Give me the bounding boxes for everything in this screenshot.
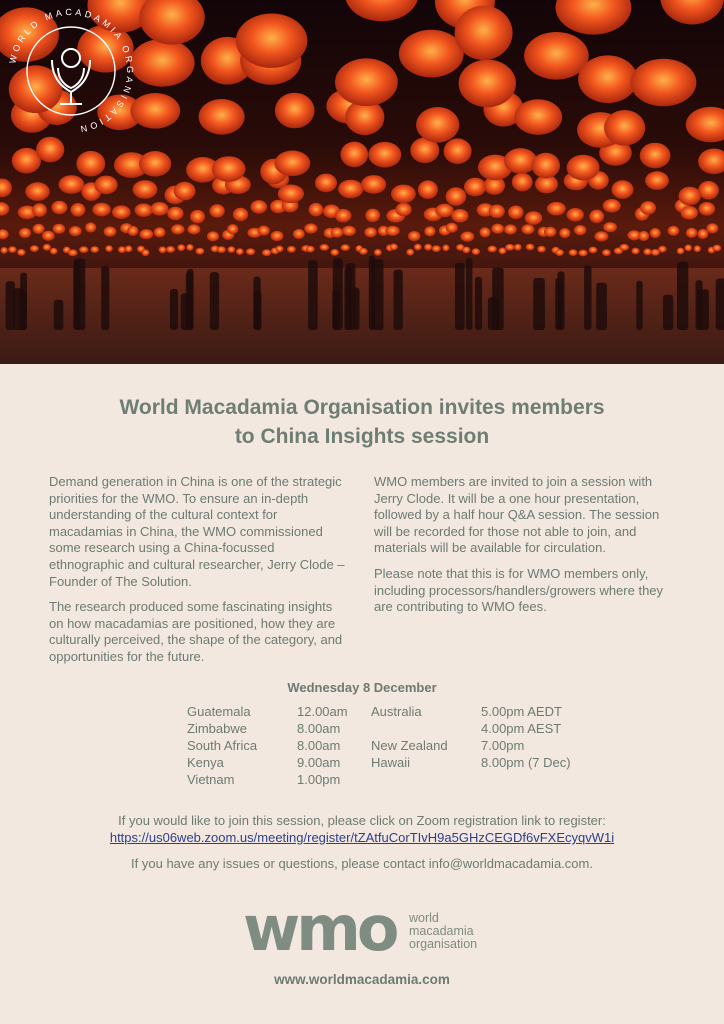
lantern [459,60,516,108]
lantern [504,148,537,174]
lantern [612,180,634,199]
lantern [330,249,339,256]
lantern [262,249,271,256]
lantern [133,180,158,199]
lantern [480,227,491,237]
lantern [603,222,617,232]
right-paragraph-2: Please note that this is for WMO members only, including processors/handlers/growers where they are contributing to WMO fees. [374,565,664,615]
lantern [42,231,55,241]
lantern [505,244,514,251]
person-silhouette [466,258,473,330]
schedule-place: Hawaii [371,755,411,770]
lantern [236,248,244,255]
lantern [246,248,255,255]
lantern [171,224,184,234]
lantern [677,248,685,255]
lantern [424,244,432,251]
left-paragraph-1: Demand generation in China is one of the strategic priorities for the WMO. To ensure an in-depth understanding of the cultural context for macadamias in China, the WMO commissioned some research using a China-focussed ethnographic and cultural researcher, Jerry Clode – Founder of The Solution. [49,474,345,589]
lantern [315,174,337,193]
lantern [304,223,317,233]
person-silhouette [254,291,262,330]
lantern [190,210,205,224]
lantern [233,208,248,222]
lantern [359,248,368,255]
lantern [17,249,26,256]
person-silhouette [308,260,318,330]
person-silhouette [455,263,465,330]
session-date: Wednesday 8 December [287,680,437,695]
lantern [589,210,604,224]
person-silhouette [584,266,591,331]
lantern [227,224,238,234]
lantern [694,245,701,252]
hero-photo-lanterns [0,0,724,364]
seal-ring-text: WORLD MACADAMIA ORGANISATION [7,6,136,135]
lantern [660,0,724,25]
lantern [167,207,183,221]
lantern [391,185,416,204]
right-paragraph-1: WMO members are invited to join a session with Jerry Clode. It will be a one hour presentation, followed by a half hour Q&A session. The session will be recorded for those not able to join, and materials will be available for circulation. [374,474,660,556]
lantern [125,246,133,253]
schedule-time: 8.00pm (7 Dec) [481,755,571,770]
lantern [435,204,453,218]
wmo-logo-wordmark [409,912,477,951]
lantern [532,153,560,179]
lantern [406,249,414,256]
lantern [104,227,117,237]
lantern [187,224,200,234]
lantern [524,32,589,80]
lantern [537,246,545,253]
lantern [90,246,99,253]
lantern [686,107,724,143]
schedule-right-places [371,703,448,771]
left-column [49,474,345,675]
lantern [640,143,671,169]
schedule-place: Guatemala [187,704,251,719]
lantern [105,245,113,252]
lantern [698,149,724,175]
lantern [19,228,31,238]
lantern [508,206,524,220]
lantern [464,178,486,197]
lantern [0,247,7,254]
lantern [658,246,666,253]
person-silhouette [101,266,109,330]
lantern [414,244,422,251]
lantern [85,222,96,232]
lantern [8,246,16,253]
lantern [92,203,110,217]
lantern [127,226,138,236]
schedule-left-times [297,703,348,788]
lantern [79,246,88,253]
lantern [488,246,497,253]
lantern [526,244,535,251]
person-silhouette [369,256,375,331]
person-silhouette [636,281,642,330]
lantern [396,203,412,217]
lantern [227,246,235,253]
lantern [139,0,204,45]
lantern [451,209,468,223]
lantern [320,244,330,251]
lantern [174,182,196,201]
lantern [118,246,126,253]
schedule-place: New Zealand [371,738,448,753]
person-silhouette [716,279,724,331]
lantern [0,179,12,198]
lantern [338,180,363,199]
lantern [0,202,9,216]
lantern [71,203,86,217]
lantern [416,107,459,143]
lantern [567,208,584,222]
person-silhouette [394,270,403,330]
lantern [408,231,420,241]
lantern [43,244,51,251]
lantern [698,229,709,239]
schedule-time: 12.00am [297,704,348,719]
lantern [287,246,296,253]
zoom-registration-link[interactable]: https://us06web.zoom.us/meeting/register/tZAtfuCorTIvH9a5GHzCEGDf6vFXEcyqvW1i [109,830,615,845]
lantern [514,99,562,135]
lantern [619,244,629,251]
person-silhouette [187,269,194,330]
lantern [374,249,382,256]
person-silhouette [74,259,85,331]
person-silhouette [346,263,355,330]
lantern [335,58,398,106]
lantern [0,229,9,239]
lantern [275,93,315,129]
person-silhouette [333,258,343,330]
lantern [142,249,150,256]
lantern [499,248,507,255]
lantern [491,224,504,234]
lantern [589,247,598,254]
person-silhouette [475,277,482,330]
person-silhouette [558,271,565,330]
lantern [335,209,351,223]
lantern [684,245,692,252]
lantern [345,0,419,21]
lantern [640,201,656,215]
lantern [418,180,438,199]
lantern [50,248,58,255]
lantern [250,200,267,214]
schedule-time: 4.00pm AEST [481,721,562,736]
left-paragraph-2: The research produced some fascinating insights on how macadamias are positioned, how they are culturally perceived, the shape of the category, and opportunities for the future. [49,599,343,664]
lantern [33,224,45,234]
person-silhouette [492,268,504,331]
lantern [604,110,645,146]
lantern [166,246,175,253]
lantern [594,231,608,241]
lantern [424,226,435,236]
lantern [390,244,398,251]
wmo-seal-logo [0,0,142,142]
lantern [461,232,475,242]
lantern [32,203,47,217]
lantern [309,203,324,217]
lantern [555,249,564,256]
lantern [386,226,400,236]
lantern [574,225,586,235]
lantern [462,247,470,254]
schedule-place: South Africa [187,738,258,753]
wmo-logo-mark: wmo [243,892,396,965]
lantern [177,244,185,251]
lantern [236,14,308,68]
lantern [95,176,118,195]
lantern [258,226,270,236]
lantern [53,224,66,234]
lantern [365,209,380,223]
person-silhouette [54,300,64,330]
lantern [706,223,718,233]
lantern [681,206,698,220]
person-silhouette [210,272,219,330]
lantern [154,227,166,237]
person-silhouette [533,278,545,330]
website-url: www.worldmacadamia.com [274,972,450,987]
lantern [207,231,219,241]
lantern [217,246,226,253]
schedule-time: 5.00pm AEDT [481,704,562,719]
lantern [331,227,344,237]
lantern [186,244,193,251]
lantern [341,142,369,168]
lantern [275,151,311,177]
lantern [559,228,570,238]
lantern [504,224,517,234]
lantern [521,224,534,234]
title-line-2: to China Insights session [234,425,490,448]
lantern [361,175,386,194]
lantern [713,245,722,252]
lantern [679,187,701,206]
right-column [374,474,674,625]
lantern [472,248,480,255]
person-silhouette [170,289,178,330]
person-silhouette [677,262,688,330]
lantern [547,202,566,216]
lantern [602,249,611,256]
lantern [68,249,78,256]
lantern [686,228,697,238]
lantern [59,175,85,194]
title-line-1: World Macadamia Organisation invites members [119,396,605,419]
schedule-time: 9.00am [297,755,341,770]
lantern [293,229,305,239]
lantern [698,181,719,200]
lantern [446,187,467,206]
lantern [699,202,716,216]
lantern [399,30,464,78]
registration-instruction: If you would like to join this session, please click on Zoom registration link to register: [118,813,606,828]
lantern [668,226,680,236]
lantern [645,171,669,190]
logo-line-macadamia: macadamia [409,924,474,938]
lantern [51,201,67,215]
lantern [630,59,696,107]
lantern [638,231,649,241]
lantern [276,246,284,253]
schedule-place: Australia [371,704,422,719]
lantern [271,231,284,241]
page-title [40,393,684,451]
logo-line-world: world [409,911,439,925]
schedule-left-places [187,703,257,788]
schedule-time: 8.00am [297,738,341,753]
lantern [135,203,153,217]
schedule-place: Zimbabwe [187,721,247,736]
lantern [139,229,153,239]
schedule-right-times [481,703,571,771]
lantern [578,55,637,103]
lantern [444,138,472,164]
logo-line-organisation: organisation [409,937,478,951]
lantern [525,211,542,225]
person-silhouette [596,283,607,330]
lantern [556,0,632,35]
lantern [514,244,522,251]
schedule-place: Kenya [187,755,224,770]
lantern [342,226,356,236]
lantern [76,151,105,177]
person-silhouette [698,289,709,330]
lantern [150,202,168,216]
lantern [489,205,505,219]
lantern [368,142,401,168]
schedule-time: 8.00am [297,721,341,736]
contact-line: If you have any issues or questions, please contact info@worldmacadamia.com. [131,856,593,871]
lantern [112,205,131,219]
person-silhouette [663,295,673,330]
lantern [432,245,441,252]
lantern [567,155,600,181]
lantern [650,228,661,238]
lantern [30,245,39,252]
lantern [159,246,167,253]
lantern [446,223,458,233]
lantern [278,185,304,204]
lantern [603,199,621,213]
lantern [512,173,533,192]
lantern [578,250,587,257]
lantern [196,248,205,255]
schedule-place [371,720,448,737]
lantern [442,245,449,252]
lantern [341,244,350,251]
lantern [199,99,245,135]
schedule-place: Vietnam [187,772,235,787]
lantern [69,226,82,236]
lantern [569,249,578,256]
lantern [544,227,556,237]
lantern [209,204,224,218]
lantern [631,248,639,255]
lantern [643,248,651,255]
lantern [364,227,377,237]
person-silhouette [13,288,24,330]
lantern [212,156,246,182]
schedule-time: 7.00pm [481,738,525,753]
schedule-time: 1.00pm [297,772,341,787]
lantern [455,6,513,60]
lantern [25,182,49,201]
lantern [306,246,315,253]
lantern [139,151,171,177]
